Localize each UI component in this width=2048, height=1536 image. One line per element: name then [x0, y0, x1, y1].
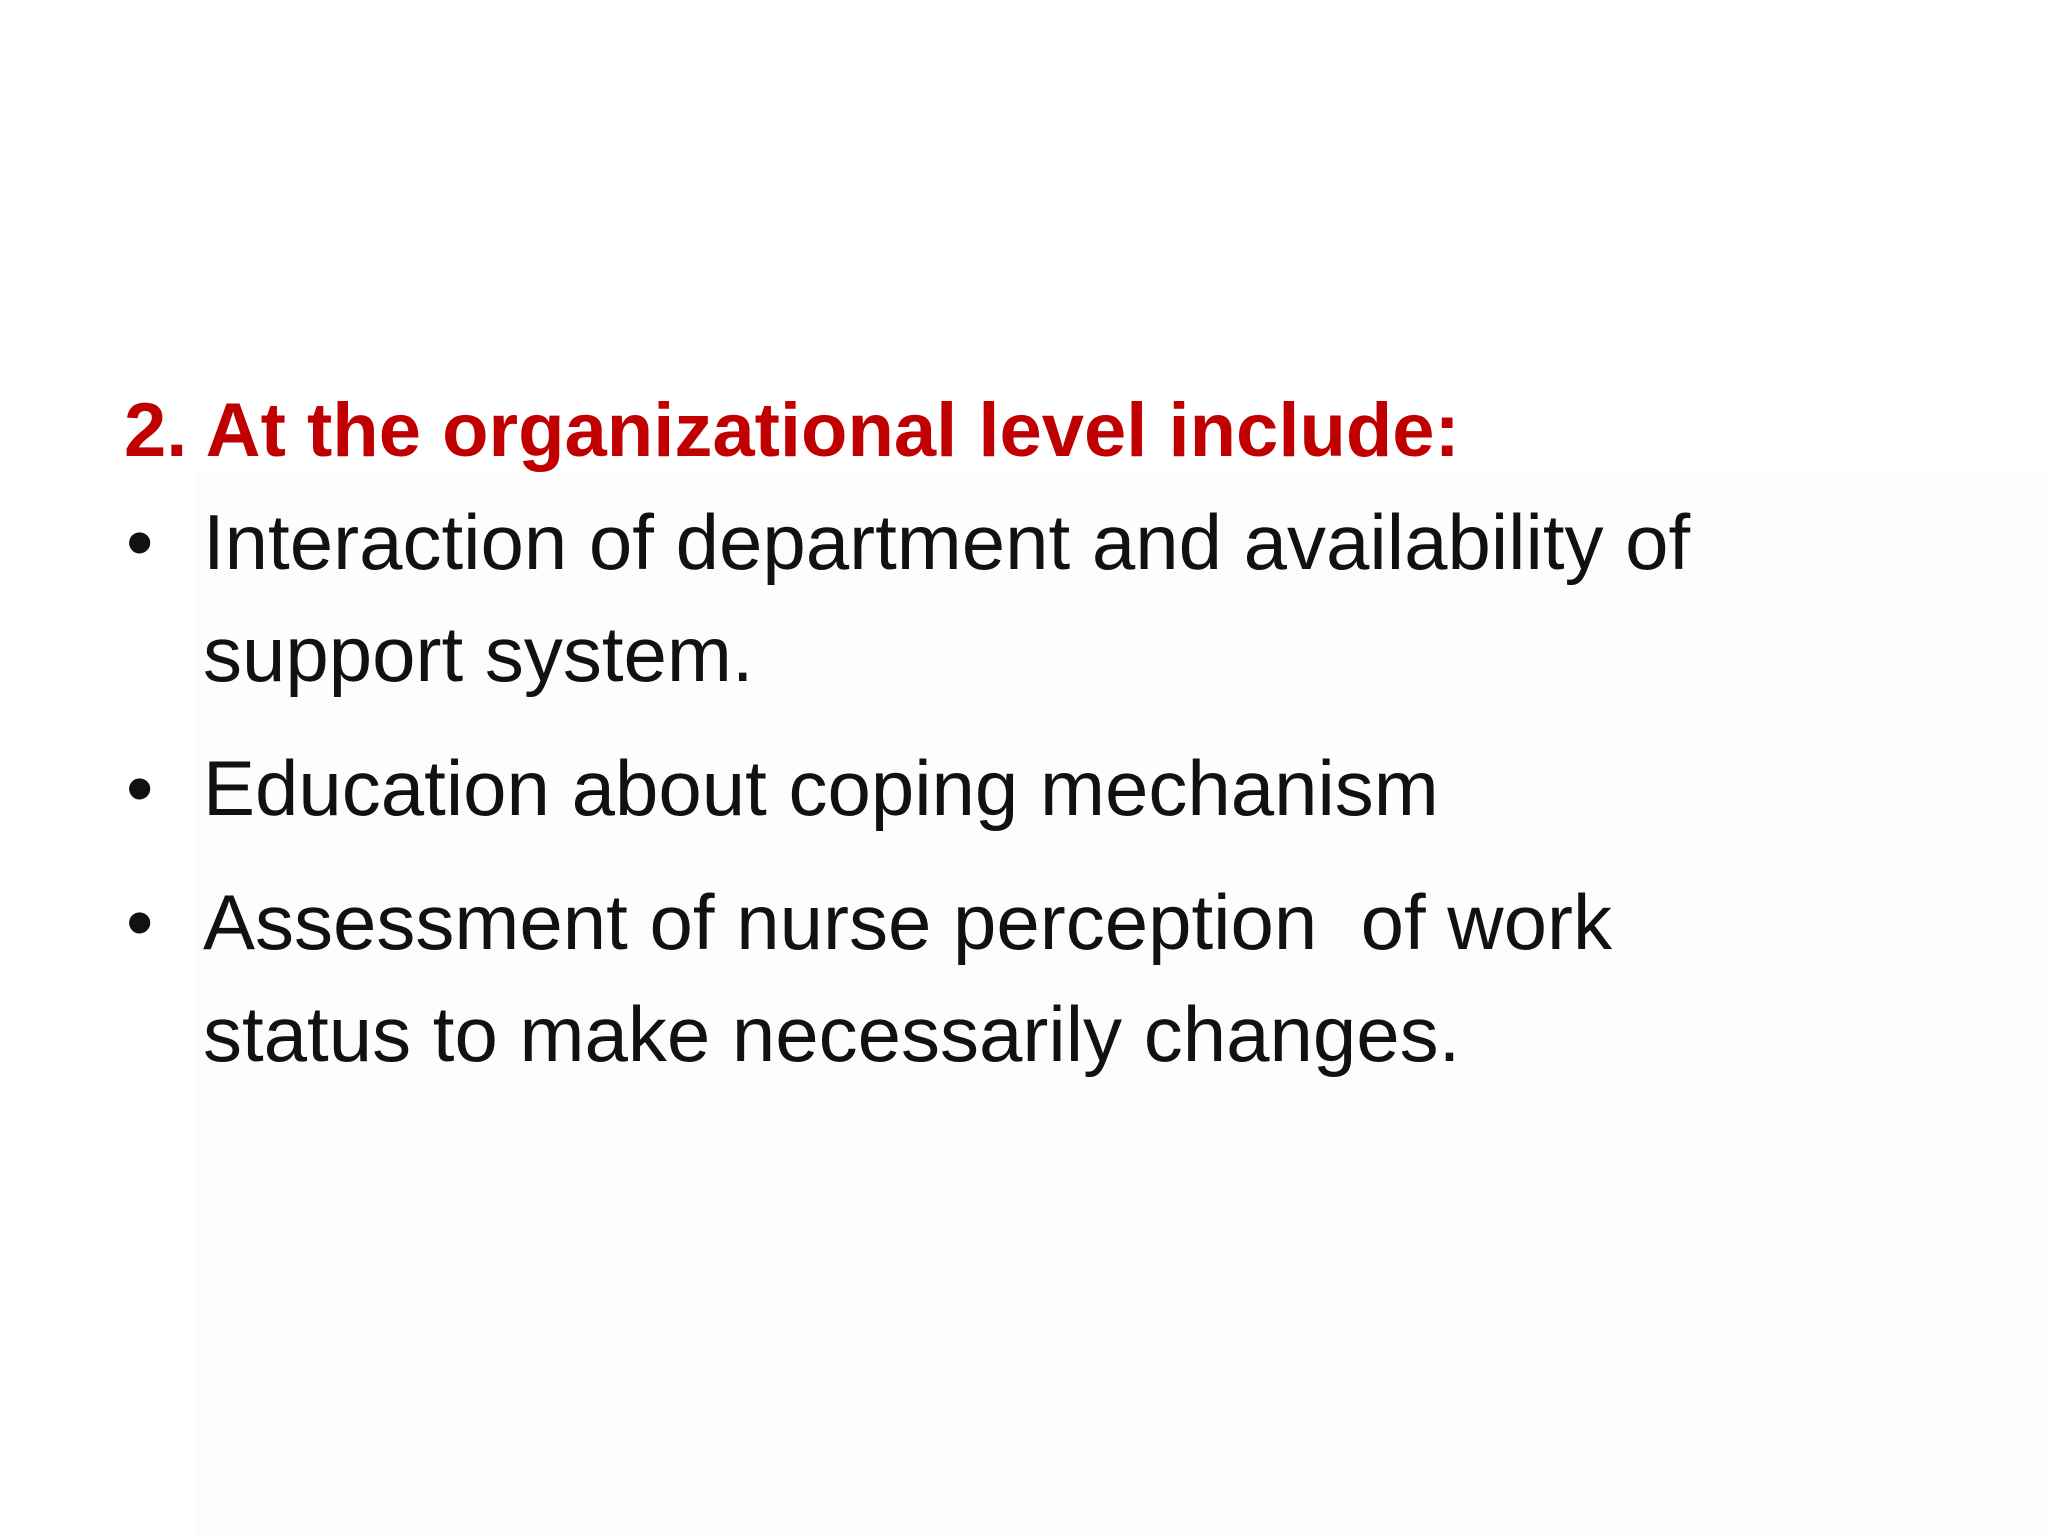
- bullet-text-line: status to make necessarily changes.: [203, 990, 1461, 1078]
- bullet-item: [124, 732, 1924, 844]
- bullet-list: [124, 486, 1924, 1090]
- bullet-item: [124, 486, 1924, 710]
- bullet-text-line: Interaction of department and availability of: [203, 498, 1691, 586]
- bullet-dot-icon: •: [126, 498, 154, 586]
- bullet-dot-icon: •: [126, 744, 154, 832]
- bullet-text-line: Assessment of nurse perception of work: [203, 878, 1612, 966]
- bullet-text-line: support system.: [203, 610, 754, 698]
- slide-heading: 2. At the organizational level include:: [124, 388, 1460, 473]
- bullet-dot-icon: •: [126, 878, 154, 966]
- bullet-item: [124, 866, 1924, 1090]
- slide-content: [124, 376, 1924, 1090]
- bullet-text-line: Education about coping mechanism: [203, 744, 1439, 832]
